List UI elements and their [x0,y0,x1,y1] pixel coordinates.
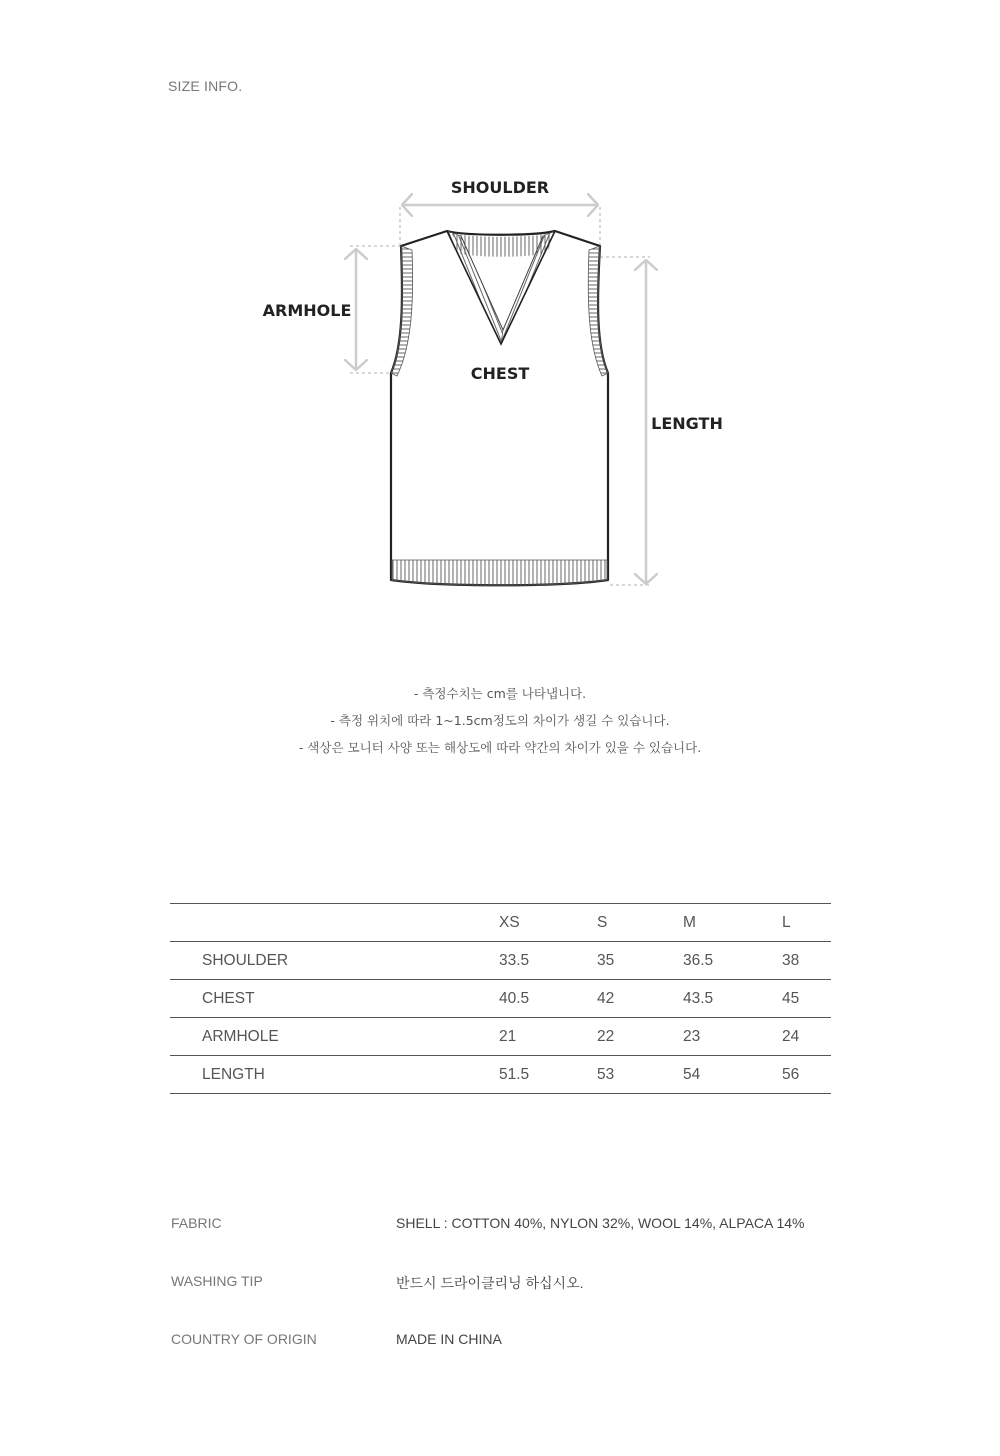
info-value: SHELL : COTTON 40%, NYLON 32%, WOOL 14%, ALPACA 14% [396,1215,805,1231]
measurement-notes [0,680,1000,761]
size-xs-header: XS [499,904,597,942]
shoulder-label: SHOULDER [450,178,550,197]
size-l-header: L [782,904,831,942]
row-label: LENGTH [170,1056,499,1094]
table-cell: 24 [782,1018,831,1056]
row-label: ARMHOLE [170,1018,499,1056]
info-label: WASHING TIP [171,1273,263,1289]
vest-measurement-diagram [0,0,1000,640]
hem-rib [392,560,607,585]
note-line: - 측정 위치에 따라 1~1.5cm정도의 차이가 생길 수 있습니다. [330,713,670,728]
table-cell: 42 [597,980,683,1018]
table-cell: 56 [782,1056,831,1094]
info-label: FABRIC [171,1215,222,1231]
table-cell: 22 [597,1018,683,1056]
chest-label: CHEST [470,364,530,383]
vest-illustration [391,231,608,585]
size-table [170,903,831,1094]
length-label: LENGTH [651,414,723,433]
table-cell: 51.5 [499,1056,597,1094]
table-cell: 23 [683,1018,782,1056]
note-line: - 색상은 모니터 사양 또는 해상도에 따라 약간의 차이가 있을 수 있습니다. [298,740,702,755]
table-cell: 53 [597,1056,683,1094]
note-line: - 측정수치는 cm를 나타냅니다. [413,686,587,701]
armhole-label: ARMHOLE [262,301,352,320]
table-row [170,942,831,980]
row-label: CHEST [170,980,499,1018]
info-value: 반드시 드라이클리닝 하십시오. [396,1275,584,1291]
table-cell: 54 [683,1056,782,1094]
size-table-header [170,904,831,942]
info-value: MADE IN CHINA [396,1331,502,1347]
header-blank-cell [170,904,499,942]
table-cell: 43.5 [683,980,782,1018]
table-cell: 35 [597,942,683,980]
table-row [170,1056,831,1094]
table-cell: 21 [499,1018,597,1056]
row-label: SHOULDER [170,942,499,980]
vest-body [391,231,608,585]
size-m-header: M [683,904,782,942]
table-row [170,980,831,1018]
table-cell: 36.5 [683,942,782,980]
info-label: COUNTRY OF ORIGIN [171,1331,317,1347]
table-cell: 45 [782,980,831,1018]
table-cell: 38 [782,942,831,980]
table-cell: 40.5 [499,980,597,1018]
size-s-header: S [597,904,683,942]
table-row [170,1018,831,1056]
section-title: SIZE INFO. [168,78,243,94]
table-cell: 33.5 [499,942,597,980]
